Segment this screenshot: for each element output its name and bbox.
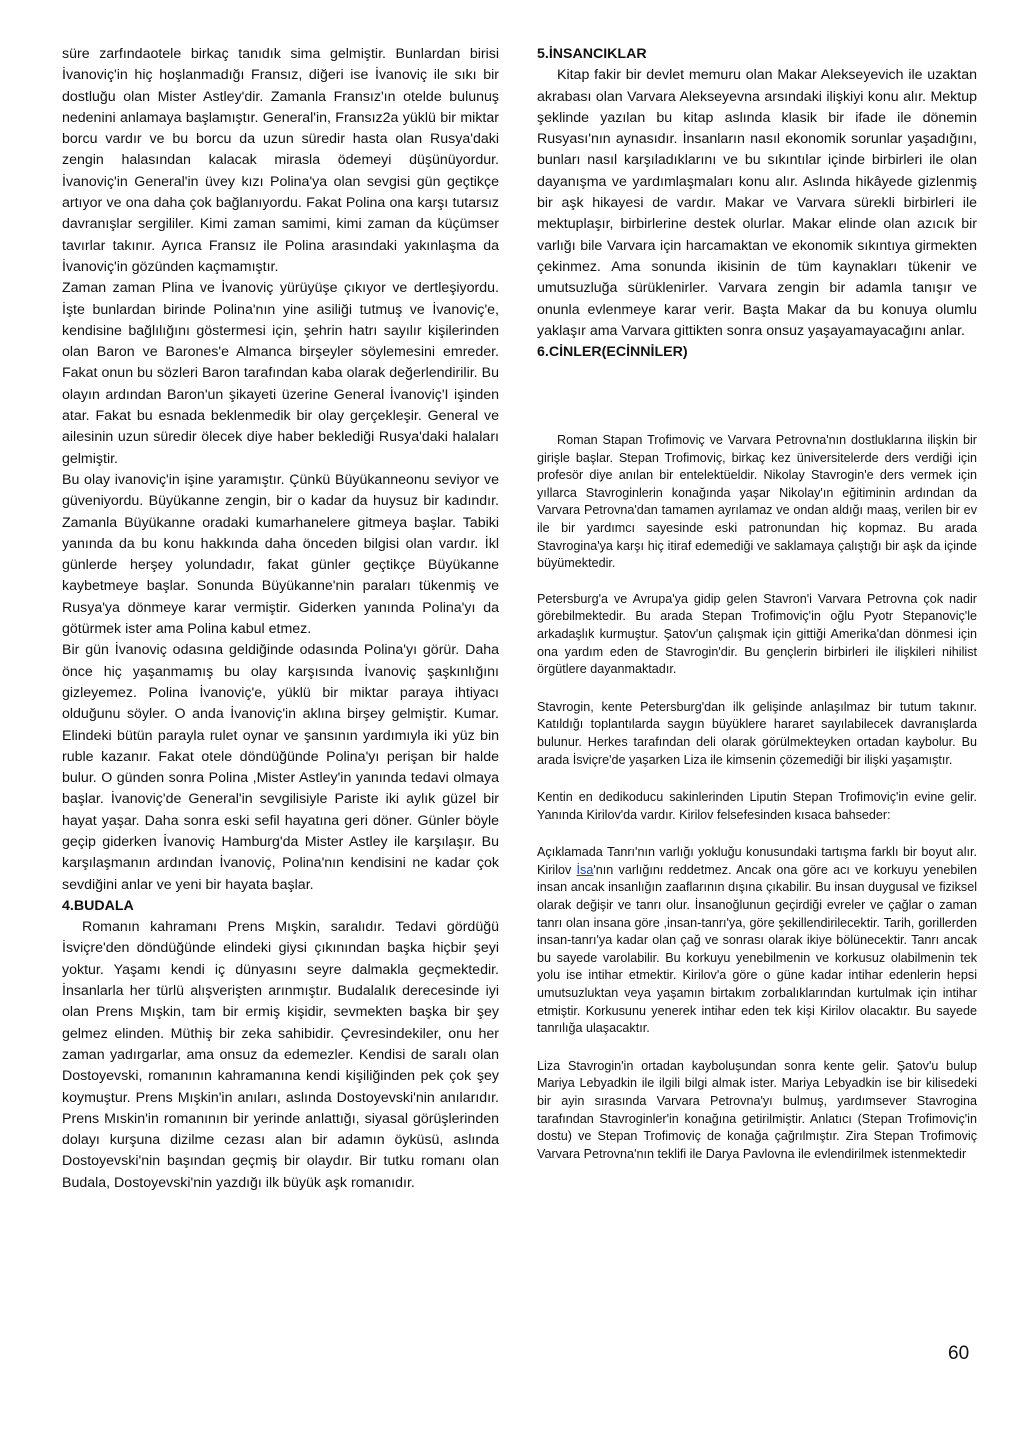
paragraph-insanciklar: Kitap fakir bir devlet memuru olan Makar Alekseyevich ile uzaktan akrabası olan Varvara Alekseyevna arsındaki ilişkiyi konu alır. Mektup şeklinde yazılan bu kitap aslında klasik bir ifade ile dönemin Rusyası'nın aynasıdır. İnsanların nasıl ekonomik sorunlar yaşadığını, bunları nasıl karşıladıklarını ve bu sıkıntılar içinde birbirleri ile olan dayanışma ve yardımlaşmaları konu alır. Aslında hikâyede gizlenmiş bir aşk hikayesi de vardır. Makar ve Varvara sürekli birbirleri ile mektuplaşır, birbirlerine destek olurlar. Makar elinde olan azıcık bir varlığı bile Varvara için harcamaktan ve ekonomik sıkıntıya girmekten çekinmez. Ama sonunda ikisinin de tüm kaynakları tükenir ve umutsuzluğa sürüklenirler. Varvara zengin bir adamla tanışır ve onunla evlenmeye karar verir. Başta Makar da bu konuya olumlu yaklaşır ama Varvara gittikten sonra onsuz yaşayamayacağını anlar.	[537, 67, 977, 339]
paragraph-cinler-1: Roman Stapan Trofimoviç ve Varvara Petrovna'nın dostluklarına ilişkin bir girişle başlar. Stepan Trofimoviç, birkaç kez üniversitelerde ders verdiği için profesör diye anılan bir entelektüeldir. Nikolay Stavrogin'e ders vermek için yıllarca Stavroginlerin konağında yaşar Nikolay'ın eğitiminin ardından da Varvara Petrovna'dan tamamen ayrılamaz ve ondan aldığı maaş, verilen bir ev ile bir yardımcı sayesinde eski patronundan hiç kopmaz. Bu arada Stavrogina'ya karşı hiç itiraf edemediği ve saklamaya çalıştığı bir aşk da içinde büyümektedir.	[537, 433, 977, 571]
right-column-top	[537, 44, 977, 363]
paragraph-kumarbaz-4: Bir gün İvanoviç odasına geldiğinde odasında Polina'yı görür. Daha önce hiç yaşanmamış bu olay karşısında İvanoviç şaşkınlığını gizleyemez. Polina İvanoviç'e, yüklü bir miktar paraya ihtiyacı olduğunu söyler. O anda İvanoviç'in aklına birşey gelmiştir. Kumar. Elindeki bütün parayla rulet oynar ve şansının yardımıyla iki yüz bin ruble kazanır. Fakat otele döndüğünde Polina'yı perişan bir halde bulur. O günden sonra Polina ,Mister Astley'in yanında tedavi olmaya başlar. İvanoviç'de General'in sevgilisiyle Pariste iki aylık güzel bir hayat yaşar. Daha sonra eski sefil hayatına geri döner. Günler böyle geçip giderken İvanoviç Hamburg'da Mister Astley ile karşılaşır. Bu karşılaşmanın ardından İvanoviç, Polina'nın kendisini ne kadar çok sevdiğini anlar ve yeni bir hayata başlar.	[62, 642, 499, 893]
paragraph-kumarbaz-1: süre zarfındaotele birkaç tanıdık sima gelmiştir. Bunlardan birisi İvanoviç'in hiç hoşlanmadığı Fransız, diğeri ise İvanoviç ile sıkı bir dostluğu olan Mister Astley'dir. Zamanla Fransız'ın otelde bulunuş nedenini anlamaya başlamıştır. General'in, Fransız2a yüklü bir miktar borcu vardır ve bu borcu da uzun süredir hasta olan Rusya'daki zengin halasından kalacak mirasla ödemeyi düşünüyordur. İvanoviç'in General'in üvey kızı Polina'ya olan sevgisi gün geçtikçe artıyor ve ona daha çok bağlanıyordu. Fakat Polina ona karşı tutarsız davranışlar sergililer. Kimi zaman samimi, kimi zaman da küçümser tavırlar takınır. Ayrıca Fransız ile Polina arasındaki yakınlaşma da İvanoviç'in gözünden kaçmamıştır.	[62, 46, 499, 275]
paragraph-cinler-2: Petersburg'a ve Avrupa'ya gidip gelen Stavron'i Varvara Petrovna çok nadir görebilmektedir. Bu arada Stepan Trofimoviç'in oğlu Pyotr Stepanoviç'le arkadaşlık kurmuştur. Şatov'un çalışmak için gittiği Amerika'dan dönmesi için ona yardım eden de Stavrogin'dir. Bu gençlerin birbirleri ile ilişkileri nihilist örgütlere dayanmaktadır.	[537, 591, 977, 677]
paragraph-kumarbaz-2: Zaman zaman Plina ve İvanoviç yürüyüşe çıkıyor ve dertleşiyordu. İşte bunlardan birinde Polina'nın yine asiliği tutmuş ve İvanoviç'e, kendisine bağlılığını göstermesi için, şehrin hatrı sayılır kişilerinden olan Baron ve Barones'e Almanca birşeyler söylemesini emreder. Fakat onun bu sözleri Baron tarafından kaba olarak değerlendirilir. Bu olayın ardından Baron'un şikayeti üzerine General İvanoviç'I işinden atar. Fakat bu esnada beklenmedik bir olay gerçekleşir. General ve ailesinin uzun süredir ölecek diye haber beklediği Rusya'daki halaları gelmiştir.	[62, 280, 499, 467]
paragraph-kumarbaz-3: Bu olay ivanoviç'in işine yaramıştır. Çünkü Büyükanneonu seviyor ve güveniyordu. Büyükanne zengin, bir o kadar da huysuz bir kadındır. Zamanla Büyükanne oradaki kumarhanelere gitmeya başlar. Tabiki yanında da bu konu hakkında daha önceden bilgisi olan vardır. İkl günlerde herşey yolundadır, fakat günler geçtikçe Büyükanne kaybetmeye başlar. Sonunda Büyükanne'nin paraları tükenmiş ve Rusya'ya dönmeye karar vermiştir. Giderken yanında Polina'yı da götürmek ister ama Polina kabul etmez.	[62, 471, 499, 638]
paragraph-cinler-6: Liza Stavrogin'in ortadan kayboluşundan sonra kente gelir. Şatov'u bulup Mariya Lebyadkin ile ilgili bilgi almak ister. Mariya Lebyadkin ise bir kilisedeki bir ayin sırasında Varvara Petrovna'yı bulmuş, yardımsever Stavrogina tarafından Stavroginler'in konağına getirilmiştir. Anlatıcı (Stepan Trofimoviç'in dostu) ve Stepan Trofimoviç de konağa çağrılmıştır. Zira Stepan Trofimoviç Varvara Petrovna'nın teklifi ile Darya Pavlovna ile evlendirilmek istenmektedir	[537, 1058, 977, 1161]
isa-link[interactable]: İsa	[576, 862, 594, 877]
paragraph-cinler-5	[537, 844, 977, 1038]
paragraph-budala: Romanın kahramanı Prens Mışkin, saralıdır. Tedavi gördüğü İsviçre'den döndüğünde elindeki giysi çıkınından başka hiçbir şeyi yoktur. Yaşamı kendi iç dünyasını seyre dalmakla geçmektedir. İnsanlarla her türlü alışverişten arınmıştır. Budalalık derecesinde iyi olan Prens Mışkin, tam bir ermiş kişidir, sevmekten başka bir şey gelmez elinden. Müthiş bir zeka sahibidir. Çevresindekiler, onu her zaman yadırgarlar, ama onsuz da edemezler. Kendisi de saralı olan Dostoyevski, romanının kahramanına kendi kişiliğinden pek çok şey koymuştur. Prens Mışkin'in anıları, aslında Dostoyevski'nin anılarıdır. Prens Mıskin'in romanının bir yerinde anlattığı, siyasal görüşlerinden dolayı kurşuna dizilme cezası alan bir adamın öyküsü, aslında Dostoyevski'nin başından geçmiş bir olaydır. Bir tutku romanı olan Budala, Dostoyevski'nin yazdığı ilk büyük aşk romanıdır.	[62, 919, 499, 1191]
heading-budala: 4.BUDALA	[62, 897, 134, 914]
heading-cinler: 6.CİNLER(ECİNNİLER)	[537, 344, 688, 361]
heading-insanciklar: 5.İNSANCIKLAR	[537, 46, 647, 62]
page-number: 60	[948, 1343, 970, 1364]
left-column	[62, 44, 499, 1194]
paragraph-cinler-5-end: 'nın varlığını reddetmez. Ancak ona göre acı ve korkuyu yenebilen insan ancak insanlığın zaaflarının dışına çıkabilir. Bu insan duygusal ve fiziksel olarak değişir ve tanrı olur. İnsanoğlunun geçirdiği evreler ve çağlar o zaman tanrı olan insana göre ,insan-tanrı'ya, göre şekillendirilecektir. Tarih, gorillerden insan-tanrı'ya kadar olan çağ ve sonrası olarak ikiye bölünecektir. Tanrı ancak bu sayede varolabilir. Bu korkuyu yenebilmenin ve korkusuz olabilmenin tek yolu ise intihar etmektir. Kirilov'a göre o güne kadar intihar edenlerin hepsi umutsuzluktan veya yaşamın birtakım zorbalıklarından kurtulmak için intihar etmiştir. Korkusunu yenerek intihar eden tek kişi Kirilov olacaktır. Bu sayede tanrılığa ulaşacaktır.	[537, 862, 977, 1036]
paragraph-cinler-4: Kentin en dedikoducu sakinlerinden Liputin Stepan Trofimoviç'in evine gelir. Yanında Kirilov'da vardır. Kirilov felsefesinden kısaca bahseder:	[537, 790, 977, 822]
paragraph-cinler-5-start: Açıklamada Tanrı'nın varlığı yokluğu konusundaki tartışma farklı bir boyut alır. Kirilov	[537, 845, 977, 877]
right-column-bottom	[537, 432, 977, 1181]
paragraph-cinler-3: Stavrogin, kente Petersburg'dan ilk gelişinde anlaşılmaz bir tutum takınır. Katıldığı toplantılarda saygın büyüklere hararet sayılabilecek davranışlarda bulunur. Herkes tarafından deli olarak görülmekteyken ortadan kaybolur. Bu arada İsviçre'de yaşarken Liza ile kimsenin çözemediği bir ilişki yaşamıştır.	[537, 699, 977, 767]
